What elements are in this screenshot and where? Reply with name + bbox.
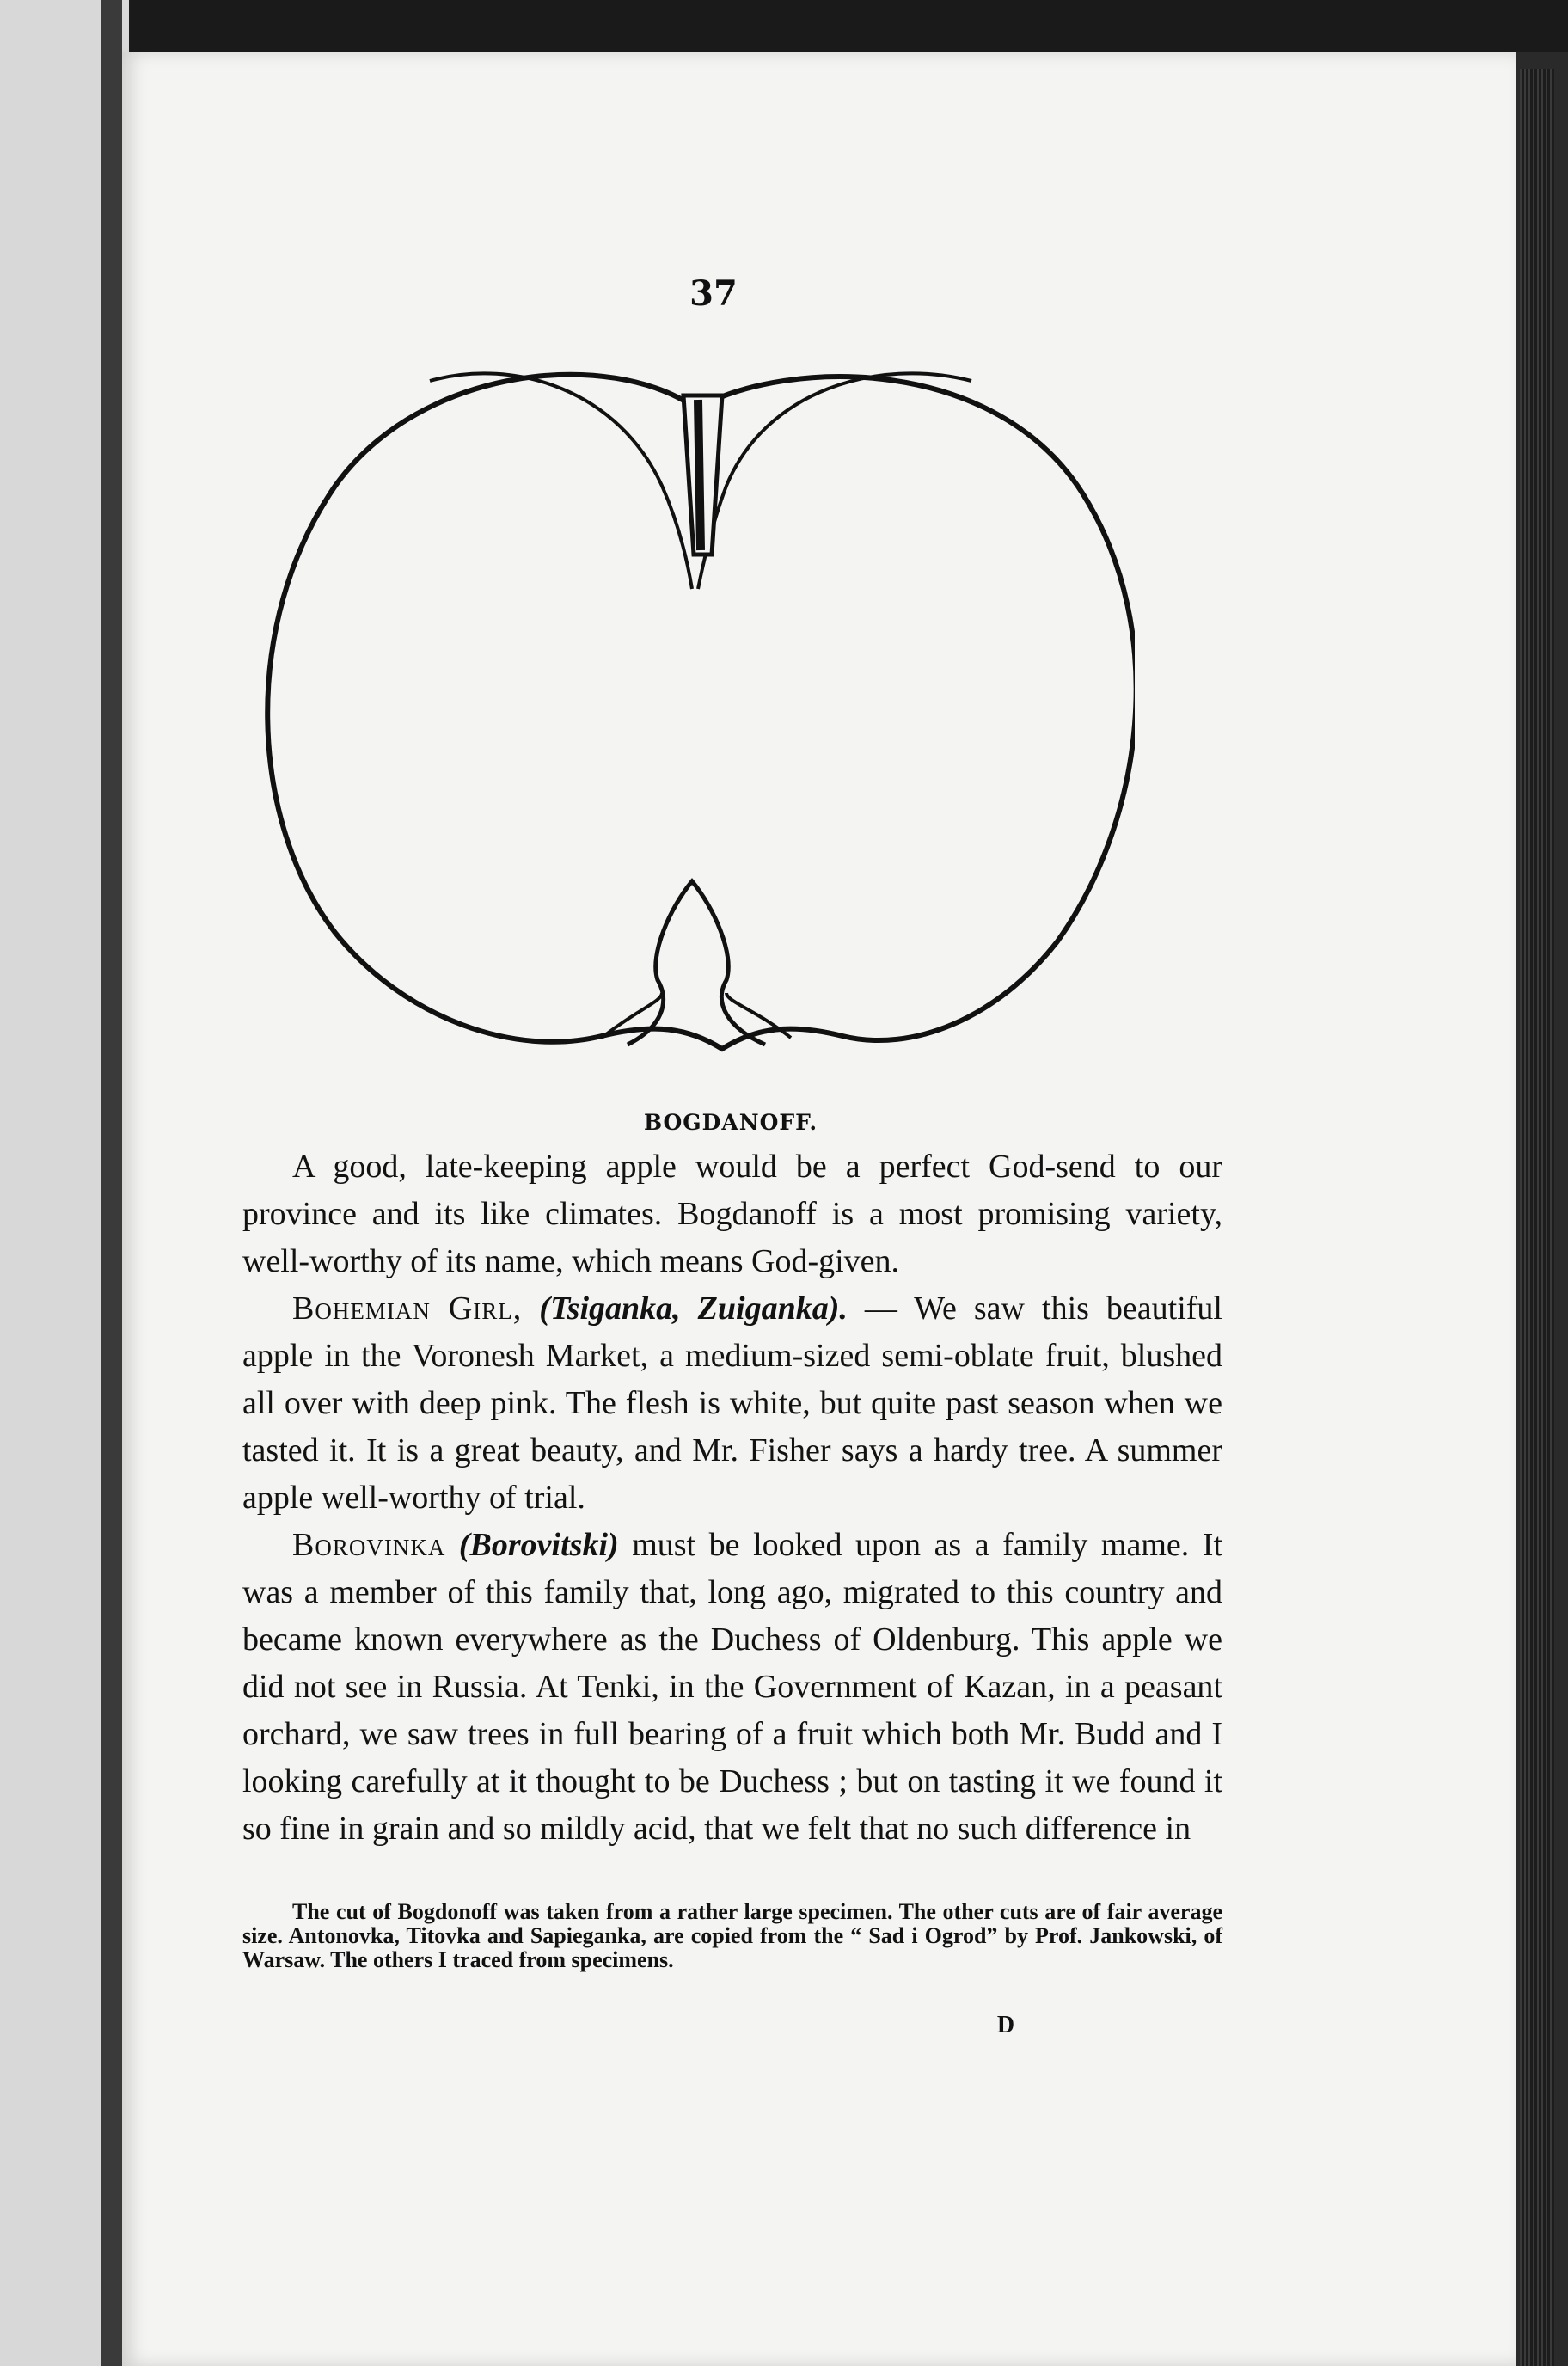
core-line-left [430, 373, 692, 589]
apple-stem [683, 395, 722, 555]
paragraph-text: must be looked upon as a family mame. It was a member of this family that, long ago, migrated to this country and became known everywhere as the Duchess of Oldenburg. This apple we did not see in Russia. At Tenki, in the Government of Kazan, in a peasant orchard, we saw trees in full bearing of a fruit which both Mr. Budd and I looking carefully at it thought to be Duchess ; but on tasting it we found it so fine in grain and so mildly acid, that we felt that no such difference in [242, 1527, 1223, 1847]
signature-mark: D [996, 2012, 1015, 2038]
calyx-lines [628, 881, 765, 1045]
variety-name: Borovinka [292, 1527, 446, 1563]
footnote: The cut of Bogdonoff was taken from a rather large specimen. The other cuts are of fair average size. Antonovka, Titovka and Sapieganka, are copied from the “ Sad i Ogrod” by Prof. Jankowski, of Warsaw. The others I traced from specimens. [242, 1899, 1222, 1972]
apple-cross-section-illustration [258, 340, 1135, 1122]
paragraph-borovinka [242, 1522, 1222, 1853]
page-number: 37 [689, 273, 738, 314]
variety-alt-names: (Tsiganka, Zuiganka). [539, 1290, 848, 1327]
variety-name: Bohemian Girl, [292, 1290, 523, 1327]
paragraph-bogdanoff: A good, late-keeping apple would be a perfect God-send to our province and its like climates. Bogdanoff is a most promising variety, well-worthy of its name, which means God-given. [242, 1149, 1222, 1279]
binding-gutter [101, 0, 122, 2366]
variety-alt-names: (Borovitski) [458, 1527, 619, 1563]
body-text [242, 1143, 1222, 1853]
page-stack-edge [1520, 69, 1554, 2366]
figure-caption: BOGDANOFF. [643, 1110, 818, 1135]
paragraph-text: — We saw this beautiful apple in the Voronesh Market, a medium-sized semi-oblate fruit, blushed all over with deep pink. The flesh is white, but quite past season when we tasted it. It is a great beauty, and Mr. Fisher says a hardy tree. A summer apple well-worthy of trial. [242, 1290, 1222, 1516]
core-line-right [698, 373, 971, 589]
paragraph-bohemian-girl [242, 1285, 1222, 1522]
